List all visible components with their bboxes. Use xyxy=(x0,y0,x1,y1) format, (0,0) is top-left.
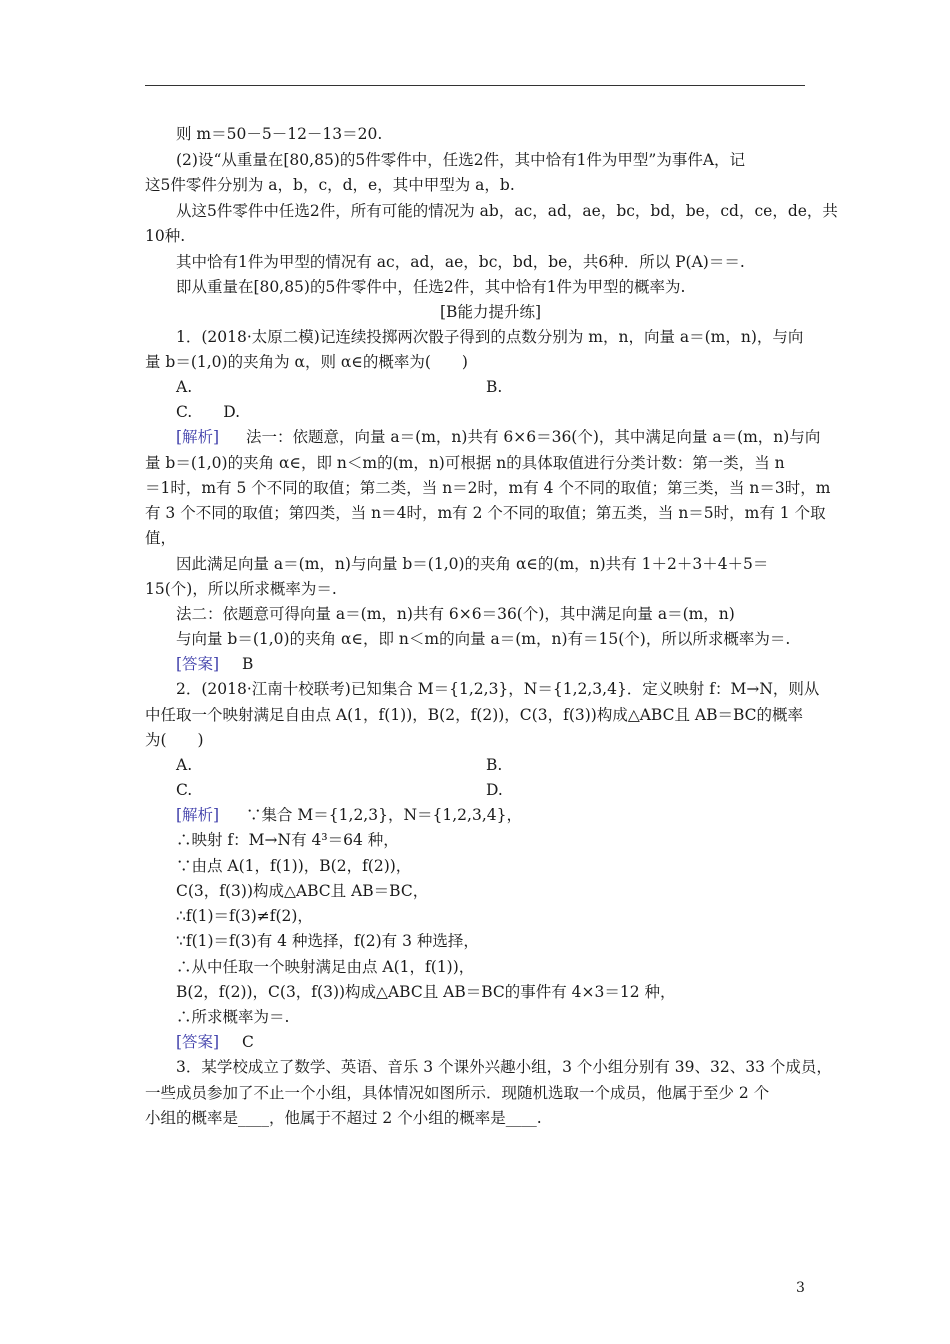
text-line: B(2，f(2))，C(3，f(3))构成△ABC且 AB＝BC的事件有 4×3＝12 种， xyxy=(176,983,676,1001)
text-line: 这5件零件分别为 a，b，c，d，e，其中甲型为 a，b. xyxy=(145,176,515,194)
answer-tag: [答案] xyxy=(176,655,220,673)
answer-tag: [答案] xyxy=(176,1033,220,1051)
text-line: 10种. xyxy=(145,227,186,245)
text-line: C(3，f(3))构成△ABC且 AB＝BC， xyxy=(176,882,429,900)
text-line: 有 3 个不同的取值；第四类，当 n＝4时，m有 2 个不同的取值；第五类，当 n＝5时，m有 1 个取 xyxy=(145,504,826,522)
analysis-tag: [解析] xyxy=(176,428,220,446)
answer-value: C xyxy=(242,1033,254,1051)
text-line: 量 b＝(1,0)的夹角 α∈，即 n＜m的(m，n)可根据 n的具体取值进行分类计数：第一类，当 n xyxy=(145,454,785,472)
text-line: 量 b＝(1,0)的夹角为 α，则 α∈的概率为( ) xyxy=(145,353,468,371)
text-line: 15(个)，所以所求概率为＝. xyxy=(145,580,337,598)
page-number: 3 xyxy=(796,1280,805,1296)
option-b: B. xyxy=(486,378,503,396)
text-line: ∴f(1)＝f(3)≠f(2)， xyxy=(176,907,313,925)
text-line: ＝1时，m有 5 个不同的取值；第二类，当 n＝2时，m有 4 个不同的取值；第三类，当 n＝3时，m xyxy=(145,479,831,497)
text-line: (2)设“从重量在[80,85)的5件零件中，任选2件，其中恰有1件为甲型”为事件A，记 xyxy=(176,151,746,169)
question-3: 3．某学校成立了数学、英语、音乐 3 个课外兴趣小组，3 个小组分别有 39、32、33 个成员， xyxy=(176,1058,832,1076)
text-line: 法二：依题意可得向量 a＝(m，n)共有 6×6＝36(个)，其中满足向量 a＝(m，n) xyxy=(176,605,735,623)
section-title: [B能力提升练] xyxy=(440,303,541,321)
option-c: C. xyxy=(176,781,193,799)
option-a: A. xyxy=(176,756,193,774)
header-rule xyxy=(145,85,805,86)
options-cd: C. D. xyxy=(176,403,241,421)
text-line: ∴从中任取一个映射满足由点 A(1，f(1))， xyxy=(176,958,475,976)
option-a: A. xyxy=(176,378,193,396)
option-b: B. xyxy=(486,756,503,774)
text-line: 与向量 b＝(1,0)的夹角 α∈，即 n＜m的向量 a＝(m，n)有＝15(个)，所以所求概率为＝. xyxy=(176,630,791,648)
question-2: 2．(2018·江南十校联考)已知集合 M＝{1,2,3}，N＝{1,2,3,4}．定义映射 f：M→N，则从 xyxy=(176,680,820,698)
text-line: 因此满足向量 a＝(m，n)与向量 b＝(1,0)的夹角 α∈的(m，n)共有 1＋2＋3＋4＋5＝ xyxy=(176,555,769,573)
text-line: ∵集合 M＝{1,2,3}，N＝{1,2,3,4}， xyxy=(246,806,522,824)
text-line: 一些成员参加了不止一个小组，具体情况如图所示．现随机选取一个成员，他属于至少 2 个 xyxy=(145,1084,770,1102)
option-d: D. xyxy=(486,781,503,799)
text-line: 为( ) xyxy=(145,731,204,749)
text-line: 从这5件零件中任选2件，所有可能的情况为 ab，ac，ad，ae，bc，bd，be，cd，ce，de，共 xyxy=(176,202,838,220)
text-line: ∴映射 f：M→N有 4³＝64 种， xyxy=(176,831,399,849)
text-line: 中任取一个映射满足自由点 A(1，f(1))，B(2，f(2))，C(3，f(3))构成△ABC且 AB＝BC的概率 xyxy=(145,706,804,724)
text-line: 值， xyxy=(145,529,177,547)
question-1: 1．(2018·太原二模)记连续投掷两次骰子得到的点数分别为 m，n，向量 a＝(m，n)，与向 xyxy=(176,328,804,346)
text-line: 则 m＝50－5－12－13＝20. xyxy=(176,125,383,143)
text-line: 其中恰有1件为甲型的情况有 ac，ad，ae，bc，bd，be，共6种．所以 P(A)＝＝. xyxy=(176,253,745,271)
text-line: ∵f(1)＝f(3)有 4 种选择，f(2)有 3 种选择， xyxy=(176,932,479,950)
answer-value: B xyxy=(242,655,254,673)
text-line: 即从重量在[80,85)的5件零件中，任选2件，其中恰有1件为甲型的概率为. xyxy=(176,278,686,296)
text-line: 法一：依题意，向量 a＝(m，n)共有 6×6＝36(个)，其中满足向量 a＝(m，n)与向 xyxy=(246,428,821,446)
analysis-tag: [解析] xyxy=(176,806,220,824)
text-line: ∴所求概率为＝. xyxy=(176,1008,290,1026)
text-line: 小组的概率是____，他属于不超过 2 个小组的概率是____. xyxy=(145,1109,542,1127)
text-line: ∵由点 A(1，f(1))，B(2，f(2))， xyxy=(176,857,412,875)
